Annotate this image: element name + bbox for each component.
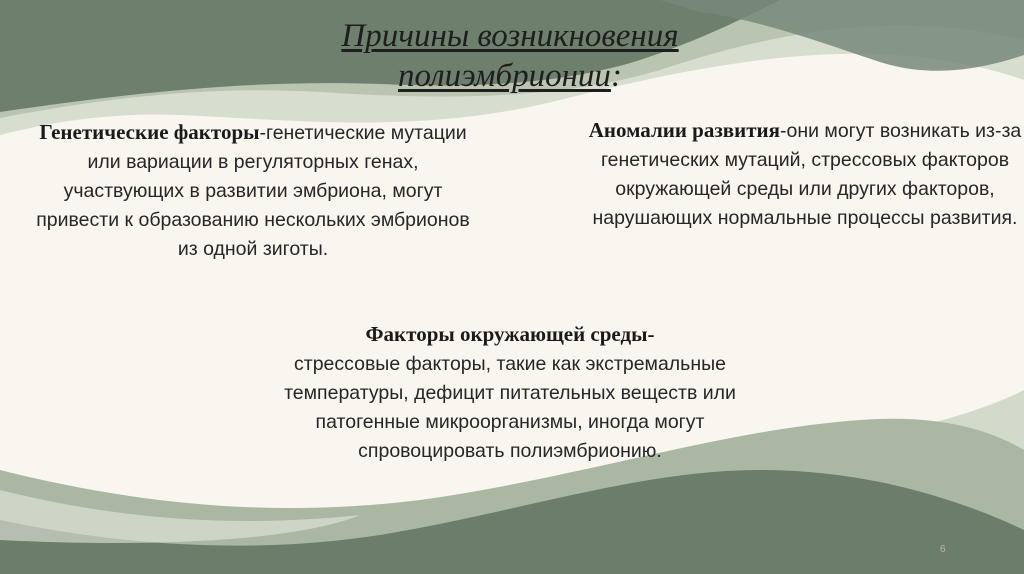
page-number: 6	[940, 544, 946, 555]
developmental-anomalies-text: -они могут возникать из-за генетических мутаций, стрессовых факторов окружающей среды или других факторов, нарушающих нормальные процессы развития.	[592, 120, 1022, 229]
developmental-anomalies-block	[580, 116, 1024, 233]
title-colon: :	[610, 58, 622, 94]
environmental-factors-text: стрессовые факторы, такие как экстремальные температуры, дефицит питательных веществ или патогенные микроорганизмы, иногда могут спровоцировать полиэмбрионию.	[284, 353, 736, 462]
title-line-1: Причины возникновения	[341, 18, 679, 54]
genetic-factors-text: -генетические мутации или вариации в регуляторных генах, участвующих в развитии эмбриона, могут привести к образованию нескольких эмбрионов из одной зиготы.	[36, 122, 470, 260]
developmental-anomalies-heading: Аномалии развития	[588, 118, 781, 142]
environmental-factors-heading: Факторы окружающей среды-	[365, 322, 655, 346]
environmental-factors-block	[270, 320, 750, 466]
slide-title	[230, 16, 790, 96]
genetic-factors-block	[28, 118, 478, 264]
genetic-factors-heading: Генетические факторы	[39, 120, 260, 144]
title-line-2: полиэмбрионии	[398, 58, 611, 94]
